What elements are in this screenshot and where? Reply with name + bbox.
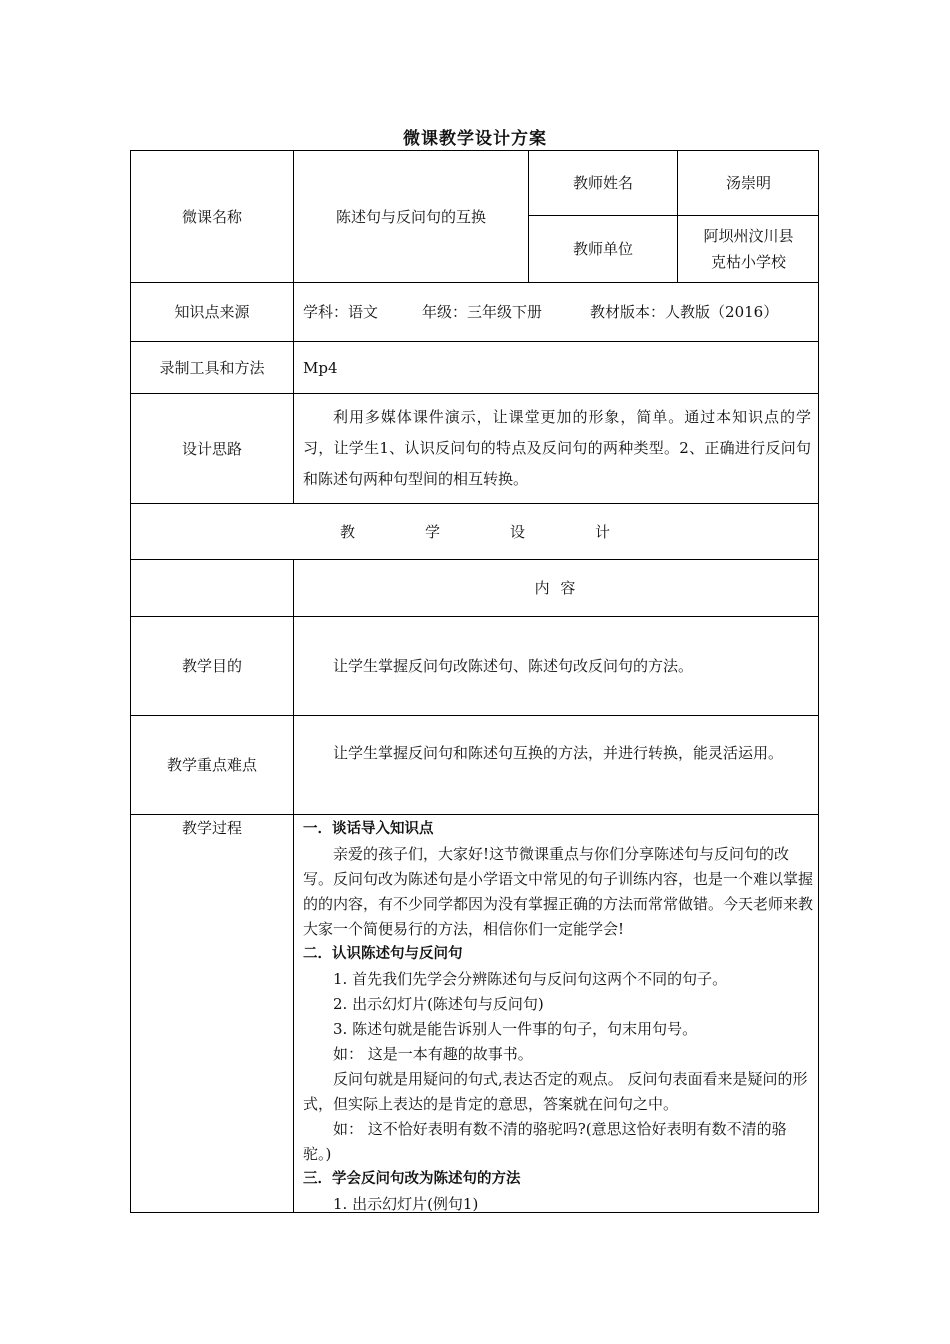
goal-text: 让学生掌握反问句改陈述句、陈述句改反问句的方法。 (333, 657, 694, 675)
edition-text: 教材版本：人教版（2016） (590, 303, 779, 321)
section-2-item-3: 3. 陈述句就是能告诉别人一件事的句子，句末用句号。 (333, 1020, 698, 1038)
teacher-name-value: 汤崇明 (725, 174, 771, 192)
page-title: 微课教学设计方案 (403, 129, 547, 149)
example-2: 如： 这不恰好表明有数不清的骆驼吗?(意思这恰好表明有数不清的骆驼。) (303, 1120, 787, 1163)
content-header: 内 容 (534, 579, 579, 597)
section-1-title: 一．谈话导入知识点 (303, 821, 434, 837)
teacher-unit-value (678, 216, 819, 282)
section-3-item-1: 1. 出示幻灯片(例句1) (333, 1195, 479, 1213)
subject-text: 学科：语文 (303, 303, 379, 321)
course-name-label: 微课名称 (181, 207, 242, 226)
tools-value: Mp4 (303, 358, 338, 377)
tools-label: 录制工具和方法 (159, 358, 265, 377)
teacher-unit-line2: 克枯小学校 (710, 253, 786, 271)
teacher-unit-label: 教师单位 (572, 240, 633, 258)
example-1: 如： 这是一本有趣的故事书。 (333, 1045, 533, 1063)
source-label: 知识点来源 (174, 303, 250, 321)
section-1-paragraph: 亲爱的孩子们，大家好!这节微课重点与你们分享陈述句与反问句的改写。反问句改为陈述句是小学语文中常见的句子训练内容，也是一个难以掌握的的内容，有不少同学都因为没有掌握正确的方法而常常做错。今天老师来教大家一个简便易行的方法，相信你们一定能学会! (303, 845, 814, 938)
key-points-label: 教学重点难点 (166, 756, 257, 774)
header-char-1: 教 (339, 522, 355, 541)
source-value (294, 283, 819, 341)
teacher-unit-line1: 阿坝州汶川县 (703, 227, 794, 245)
header-char-4: 计 (595, 522, 611, 541)
process-label: 教学过程 (181, 819, 242, 837)
process-content (303, 817, 813, 1217)
header-char-2: 学 (424, 522, 440, 541)
course-name-value: 陈述句与反问句的互换 (335, 207, 486, 226)
grade-text: 年级：三年级下册 (422, 303, 543, 321)
lesson-plan-table (130, 150, 819, 1213)
section-3-title: 三．学会反问句改为陈述句的方法 (303, 1171, 521, 1187)
goal-label: 教学目的 (181, 657, 242, 675)
teaching-design-header (131, 504, 819, 559)
section-2-item-2: 2. 出示幻灯片(陈述句与反问句) (333, 995, 544, 1013)
teacher-name-label: 教师姓名 (572, 174, 633, 192)
key-points-text: 让学生掌握反问句和陈述句互换的方法，并进行转换，能灵活运用。 (333, 744, 784, 762)
section-2-item-1: 1. 首先我们先学会分辨陈述句与反问句这两个不同的句子。 (333, 970, 728, 988)
header-char-3: 设 (510, 522, 526, 541)
rhetorical-question-paragraph: 反问句就是用疑问的句式,表达否定的观点。 反问句表面看来是疑问的形式，但实际上表达的是肯定的意思，答案就在问句之中。 (303, 1070, 808, 1113)
section-2-title: 二．认识陈述句与反问句 (303, 946, 463, 962)
design-idea-text: 利用多媒体课件演示，让课堂更加的形象，简单。通过本知识点的学习，让学生1、认识反问句的特点及反问句的两种类型。2、正确进行反问句和陈述句两种句型间的相互转换。 (303, 408, 811, 488)
design-idea-label: 设计思路 (181, 439, 242, 458)
